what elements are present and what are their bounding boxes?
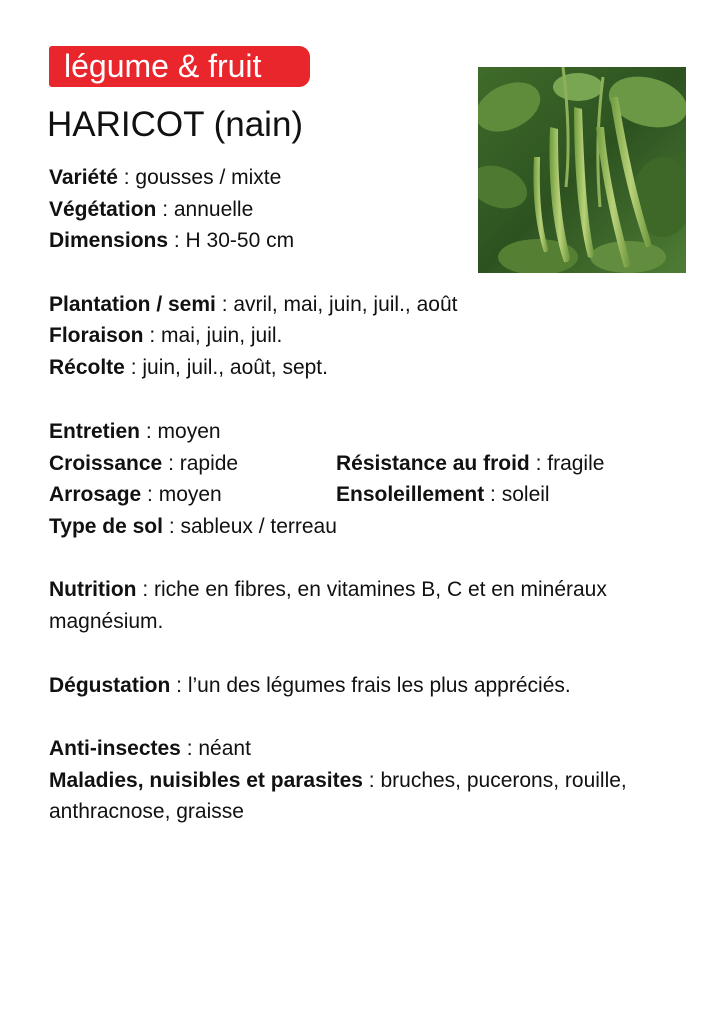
field-label: Arrosage: [49, 483, 142, 506]
field-label: Nutrition: [49, 578, 137, 601]
field-value: : annuelle: [156, 198, 254, 221]
field-recolte: [49, 354, 328, 382]
field-label: Variété: [49, 166, 118, 189]
field-degustation: [49, 672, 571, 700]
field-value: : juin, juil., août, sept.: [124, 356, 328, 379]
field-anti-insectes: [49, 735, 251, 763]
field-ensoleillement: [336, 481, 550, 509]
field-dimensions: [49, 227, 294, 255]
field-vegetation: [49, 196, 253, 224]
field-label: Résistance au froid: [336, 452, 530, 475]
field-maladies: [49, 767, 627, 795]
field-value: : H 30-50 cm: [168, 229, 295, 252]
field-sol: [49, 513, 337, 541]
field-label: Maladies, nuisibles et parasites: [49, 769, 363, 792]
field-value: : l’un des légumes frais les plus appréciés.: [170, 674, 571, 697]
field-label: Dimensions: [49, 229, 169, 252]
field-value: : mai, juin, juil.: [143, 324, 283, 347]
field-plantation: [49, 291, 457, 319]
field-nutrition-continued: magnésium.: [49, 610, 164, 633]
field-resistance: [336, 450, 604, 478]
field-label: Type de sol: [49, 515, 163, 538]
field-value: : gousses / mixte: [117, 166, 282, 189]
field-label: Entretien: [49, 420, 141, 443]
field-croissance: [49, 450, 238, 478]
field-value: : fragile: [529, 452, 605, 475]
field-value: : avril, mai, juin, juil., août: [215, 293, 458, 316]
field-label: Floraison: [49, 324, 144, 347]
green-bean-plant-photo: [478, 67, 686, 273]
field-label: Récolte: [49, 356, 125, 379]
field-floraison: [49, 322, 282, 350]
field-label: Plantation / semi: [49, 293, 216, 316]
field-variete: [49, 164, 281, 192]
field-entretien: [49, 418, 221, 446]
field-value: : riche en fibres, en vitamines B, C et en minéraux: [136, 578, 607, 601]
field-label: Végétation: [49, 198, 157, 221]
field-value: : moyen: [141, 483, 222, 506]
field-label: Anti-insectes: [49, 737, 181, 760]
field-label: Ensoleillement: [336, 483, 485, 506]
page-title: HARICOT (nain): [47, 105, 304, 144]
field-value: : rapide: [162, 452, 239, 475]
field-value: : bruches, pucerons, rouille,: [362, 769, 627, 792]
field-value: : soleil: [484, 483, 550, 506]
field-label: Dégustation: [49, 674, 171, 697]
field-label: Croissance: [49, 452, 163, 475]
field-nutrition: [49, 576, 607, 604]
field-arrosage: [49, 481, 222, 509]
field-maladies-continued: anthracnose, graisse: [49, 800, 244, 823]
category-badge: légume & fruit: [49, 46, 310, 87]
field-value: : sableux / terreau: [162, 515, 337, 538]
field-value: : moyen: [140, 420, 221, 443]
field-value: : néant: [180, 737, 251, 760]
